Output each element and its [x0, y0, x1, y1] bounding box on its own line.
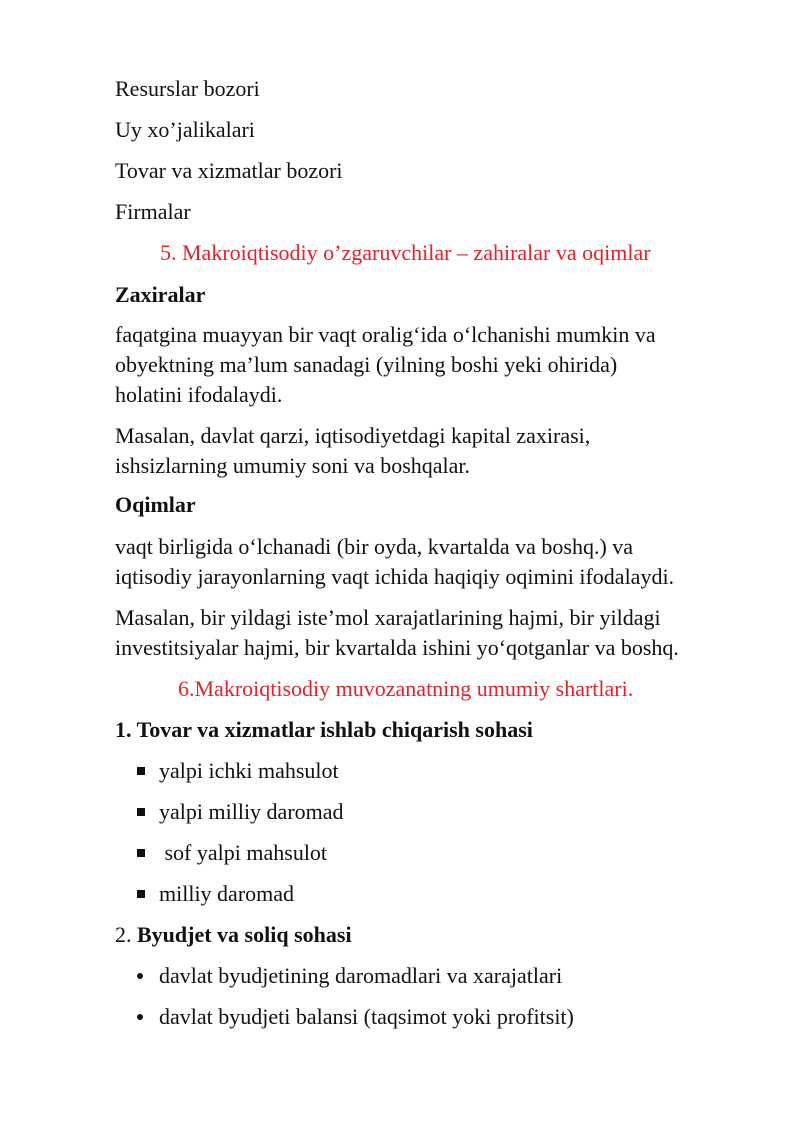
square-bullet-icon	[137, 849, 145, 857]
intro-line-tovar-bozori: Tovar va xizmatlar bozori	[115, 158, 343, 183]
bullet-text: davlat byudjetining daromadlari va xarajatlari	[159, 963, 563, 988]
item1-title: 1. Tovar va xizmatlar ishlab chiqarish sohasi	[115, 717, 533, 742]
item2-title-row	[115, 920, 352, 950]
list-item	[137, 756, 339, 786]
bullet-text: milliy daromad	[159, 881, 295, 906]
list-item	[137, 797, 344, 827]
list-item	[137, 961, 562, 991]
list-item	[137, 1002, 574, 1032]
zaxiralar-definition-line-2: obyektning ma’lum sanadagi (yilning boshi yeki ohirida)	[115, 352, 618, 377]
section5-heading: 5. Makroiqtisodiy o’zgaruvchilar – zahiralar va oqimlar	[160, 240, 651, 265]
intro-line-resurslar-bozori: Resurslar bozori	[115, 76, 260, 101]
round-bullet-icon	[137, 1014, 143, 1020]
oqimlar-example-line-2: investitsiyalar hajmi, bir kvartalda ishini yo‘qotganlar va boshq.	[115, 635, 679, 660]
intro-line-firmalar: Firmalar	[115, 199, 191, 224]
list-item	[137, 879, 294, 909]
oqimlar-title: Oqimlar	[115, 492, 196, 517]
zaxiralar-definition-line-1: faqatgina muayyan bir vaqt oralig‘ida o‘lchanishi mumkin va	[115, 322, 656, 347]
bullet-text: sof yalpi mahsulot	[159, 840, 328, 865]
section6-heading: 6.Makroiqtisodiy muvozanatning umumiy shartlari.	[178, 676, 634, 701]
zaxiralar-example-line-1: Masalan, davlat qarzi, iqtisodiyetdagi kapital zaxirasi,	[115, 423, 591, 448]
list-item	[137, 838, 327, 868]
item2-number: 2.	[115, 922, 137, 947]
bullet-text: davlat byudjeti balansi (taqsimot yoki profitsit)	[159, 1004, 574, 1029]
oqimlar-definition-line-1: vaqt birligida o‘lchanadi (bir oyda, kvartalda va boshq.) va	[115, 534, 634, 559]
square-bullet-icon	[137, 808, 145, 816]
intro-line-uy-xojalikalari: Uy xo’jalikalari	[115, 117, 255, 142]
item2-title: Byudjet va soliq sohasi	[137, 922, 352, 947]
oqimlar-example-line-1: Masalan, bir yildagi iste’mol xarajatlarining hajmi, bir yildagi	[115, 605, 661, 630]
zaxiralar-title: Zaxiralar	[115, 282, 206, 307]
square-bullet-icon	[137, 890, 145, 898]
oqimlar-definition-line-2: iqtisodiy jarayonlarning vaqt ichida haqiqiy oqimini ifodalaydi.	[115, 564, 675, 589]
square-bullet-icon	[137, 767, 145, 775]
bullet-text: yalpi ichki mahsulot	[159, 758, 339, 783]
bullet-text: yalpi milliy daromad	[159, 799, 344, 824]
round-bullet-icon	[137, 973, 143, 979]
zaxiralar-definition-line-3: holatini ifodalaydi.	[115, 382, 283, 407]
zaxiralar-example-line-2: ishsizlarning umumiy soni va boshqalar.	[115, 453, 471, 478]
